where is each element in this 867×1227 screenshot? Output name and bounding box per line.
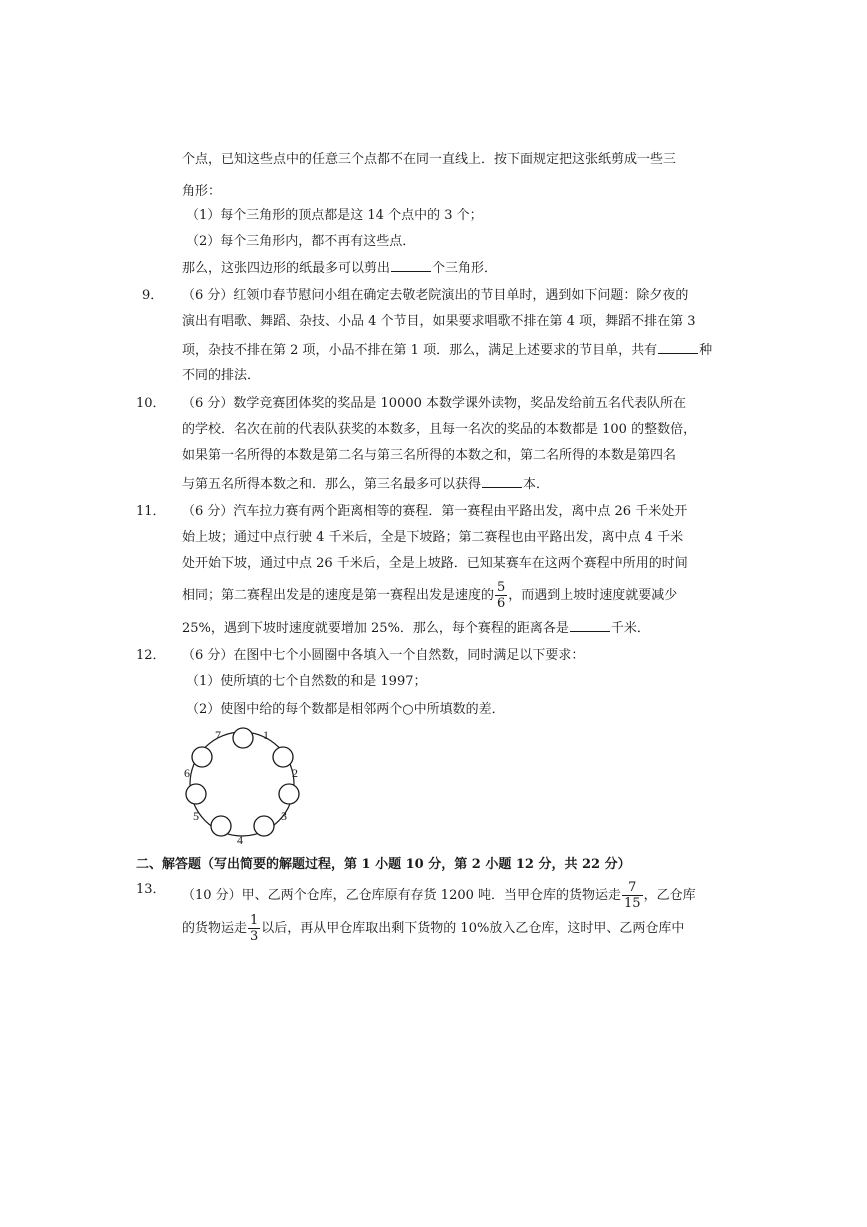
diagram-label-2: 2 xyxy=(292,766,298,780)
q8-question xyxy=(182,259,497,278)
fraction-numerator: 1 xyxy=(250,913,259,928)
diagram-label-1: 1 xyxy=(263,728,269,742)
small-circle xyxy=(273,747,293,767)
fraction-denominator: 15 xyxy=(624,896,641,911)
q8-condition-2: （2）每个三角形内，都不再有这些点． xyxy=(186,234,416,249)
section-heading: 二、解答题（写出简要的解题过程，第 1 小题 10 分，第 2 小题 12 分，共 22 分） xyxy=(136,857,631,872)
q10-number: 10． xyxy=(136,396,166,411)
fraction-denominator: 3 xyxy=(250,929,259,944)
q9-line-1: （6 分）红领巾春节慰问小组在确定去敬老院演出的节目单时，遇到如下问题：除夕夜的 xyxy=(182,288,689,303)
q10-line-4-tail: 本． xyxy=(523,477,550,492)
q11-line-3: 处开始下坡，通过中点 26 千米后，全是上坡路．已知某赛车在这两个赛程中所用的时间 xyxy=(182,556,688,571)
diagram-label-3: 3 xyxy=(281,809,287,823)
fraction-numerator: 7 xyxy=(622,880,643,896)
q8-question-tail: 个三角形． xyxy=(432,261,498,276)
q11-line-5-text: 25%，遇到下坡时速度就要增加 25%．那么，每个赛程的距离各是 xyxy=(182,621,569,636)
q13-line-2 xyxy=(182,913,684,944)
q8-condition-1: （1）每个三角形的顶点都是这 14 个点中的 3 个； xyxy=(186,208,483,223)
answer-blank xyxy=(482,475,522,488)
seven-circle-diagram xyxy=(176,722,316,852)
q9-number: 9． xyxy=(142,288,164,303)
diagram-label-6: 6 xyxy=(184,766,190,780)
q13-line-1-text: （10 分）甲、乙两个仓库，乙仓库原有存货 1200 吨．当甲仓库的货物运走 xyxy=(182,888,622,903)
fraction-numerator: 5 xyxy=(497,580,506,595)
q10-line-1: （6 分）数学竞赛团体奖的奖品是 10000 本数学课外读物，奖品发给前五名代表队所在 xyxy=(182,396,687,411)
small-circle xyxy=(254,816,274,836)
q8-question-text: 那么，这张四边形的纸最多可以剪出 xyxy=(182,261,391,276)
answer-blank xyxy=(570,619,610,632)
q8-line-1: 个点，已知这些点中的任意三个点都不在同一直线上．按下面规定把这张纸剪成一些三 xyxy=(182,152,677,167)
q10-line-2: 的学校．名次在前的代表队获奖的本数多，且每一名次的奖品的本数都是 100 的整数倍， xyxy=(182,422,697,437)
q11-line-5-tail: 千米． xyxy=(610,621,650,636)
q11-line-4-text: 相同；第二赛程出发是的速度是第一赛程出发是速度的 xyxy=(182,588,495,603)
q13-line-2-tail: 以后，再从甲仓库取出剩下货物的 10%放入乙仓库，这时甲、乙两仓库中 xyxy=(261,921,685,936)
small-circle xyxy=(233,728,253,748)
answer-blank xyxy=(391,259,431,272)
small-circle xyxy=(192,747,212,767)
q11-line-1: （6 分）汽车拉力赛有两个距离相等的赛程．第一赛程由平路出发，离中点 26 千米处开 xyxy=(182,504,688,519)
q9-line-3-text: 项，杂技不排在第 2 项，小品不排在第 1 项．那么，满足上述要求的节目单，共有 xyxy=(182,343,658,358)
q11-number: 11． xyxy=(136,504,166,519)
q8-line-2: 角形： xyxy=(182,184,222,199)
q12-number: 12． xyxy=(136,648,166,663)
diagram-label-7: 7 xyxy=(215,728,221,742)
q12-condition-2: （2）使图中给的每个数都是相邻两个○中所填数的差． xyxy=(186,702,505,717)
answer-blank xyxy=(658,341,698,354)
q9-line-3 xyxy=(182,341,712,360)
q11-line-4 xyxy=(182,580,677,611)
q9-line-4: 不同的排法． xyxy=(182,368,261,383)
q11-line-5 xyxy=(182,619,650,638)
q13-line-1-tail: ，乙仓库 xyxy=(643,888,696,903)
small-circle xyxy=(186,784,206,804)
diagram-label-4: 4 xyxy=(237,833,243,847)
q13-line-2-text: 的货物运走 xyxy=(182,921,248,936)
fraction-denominator: 6 xyxy=(497,596,506,611)
fraction-five-sixths xyxy=(495,580,507,611)
q10-line-4-text: 与第五名所得本数之和．那么，第三名最多可以获得 xyxy=(182,477,482,492)
small-circle xyxy=(211,816,231,836)
q12-line-1: （6 分）在图中七个小圆圈中各填入一个自然数，同时满足以下要求： xyxy=(182,648,585,663)
q13-line-1 xyxy=(182,880,696,911)
fraction-seven-fifteenths xyxy=(622,880,643,911)
q13-number: 13． xyxy=(136,882,166,897)
small-circle xyxy=(279,784,299,804)
q9-line-2: 演出有唱歌、舞蹈、杂技、小品 4 个节目，如果要求唱歌不排在第 4 项，舞蹈不排在第 3 xyxy=(182,314,696,329)
q12-condition-1: （1）使所填的七个自然数的和是 1997； xyxy=(186,674,427,689)
q11-line-2: 始上坡；通过中点行驶 4 千米后，全是下坡路；第二赛程也由平路出发，离中点 4 千米 xyxy=(182,530,684,545)
q11-line-4-tail: ，而遇到上坡时速度就要减少 xyxy=(508,588,678,603)
diagram-label-5: 5 xyxy=(193,809,199,823)
q9-line-3-tail: 种 xyxy=(699,343,713,358)
q10-line-4 xyxy=(182,475,549,494)
q10-line-3: 如果第一名所得的本数是第二名与第三名所得的本数之和，第二名所得的本数是第四名 xyxy=(182,448,677,463)
fraction-one-third xyxy=(248,913,260,944)
